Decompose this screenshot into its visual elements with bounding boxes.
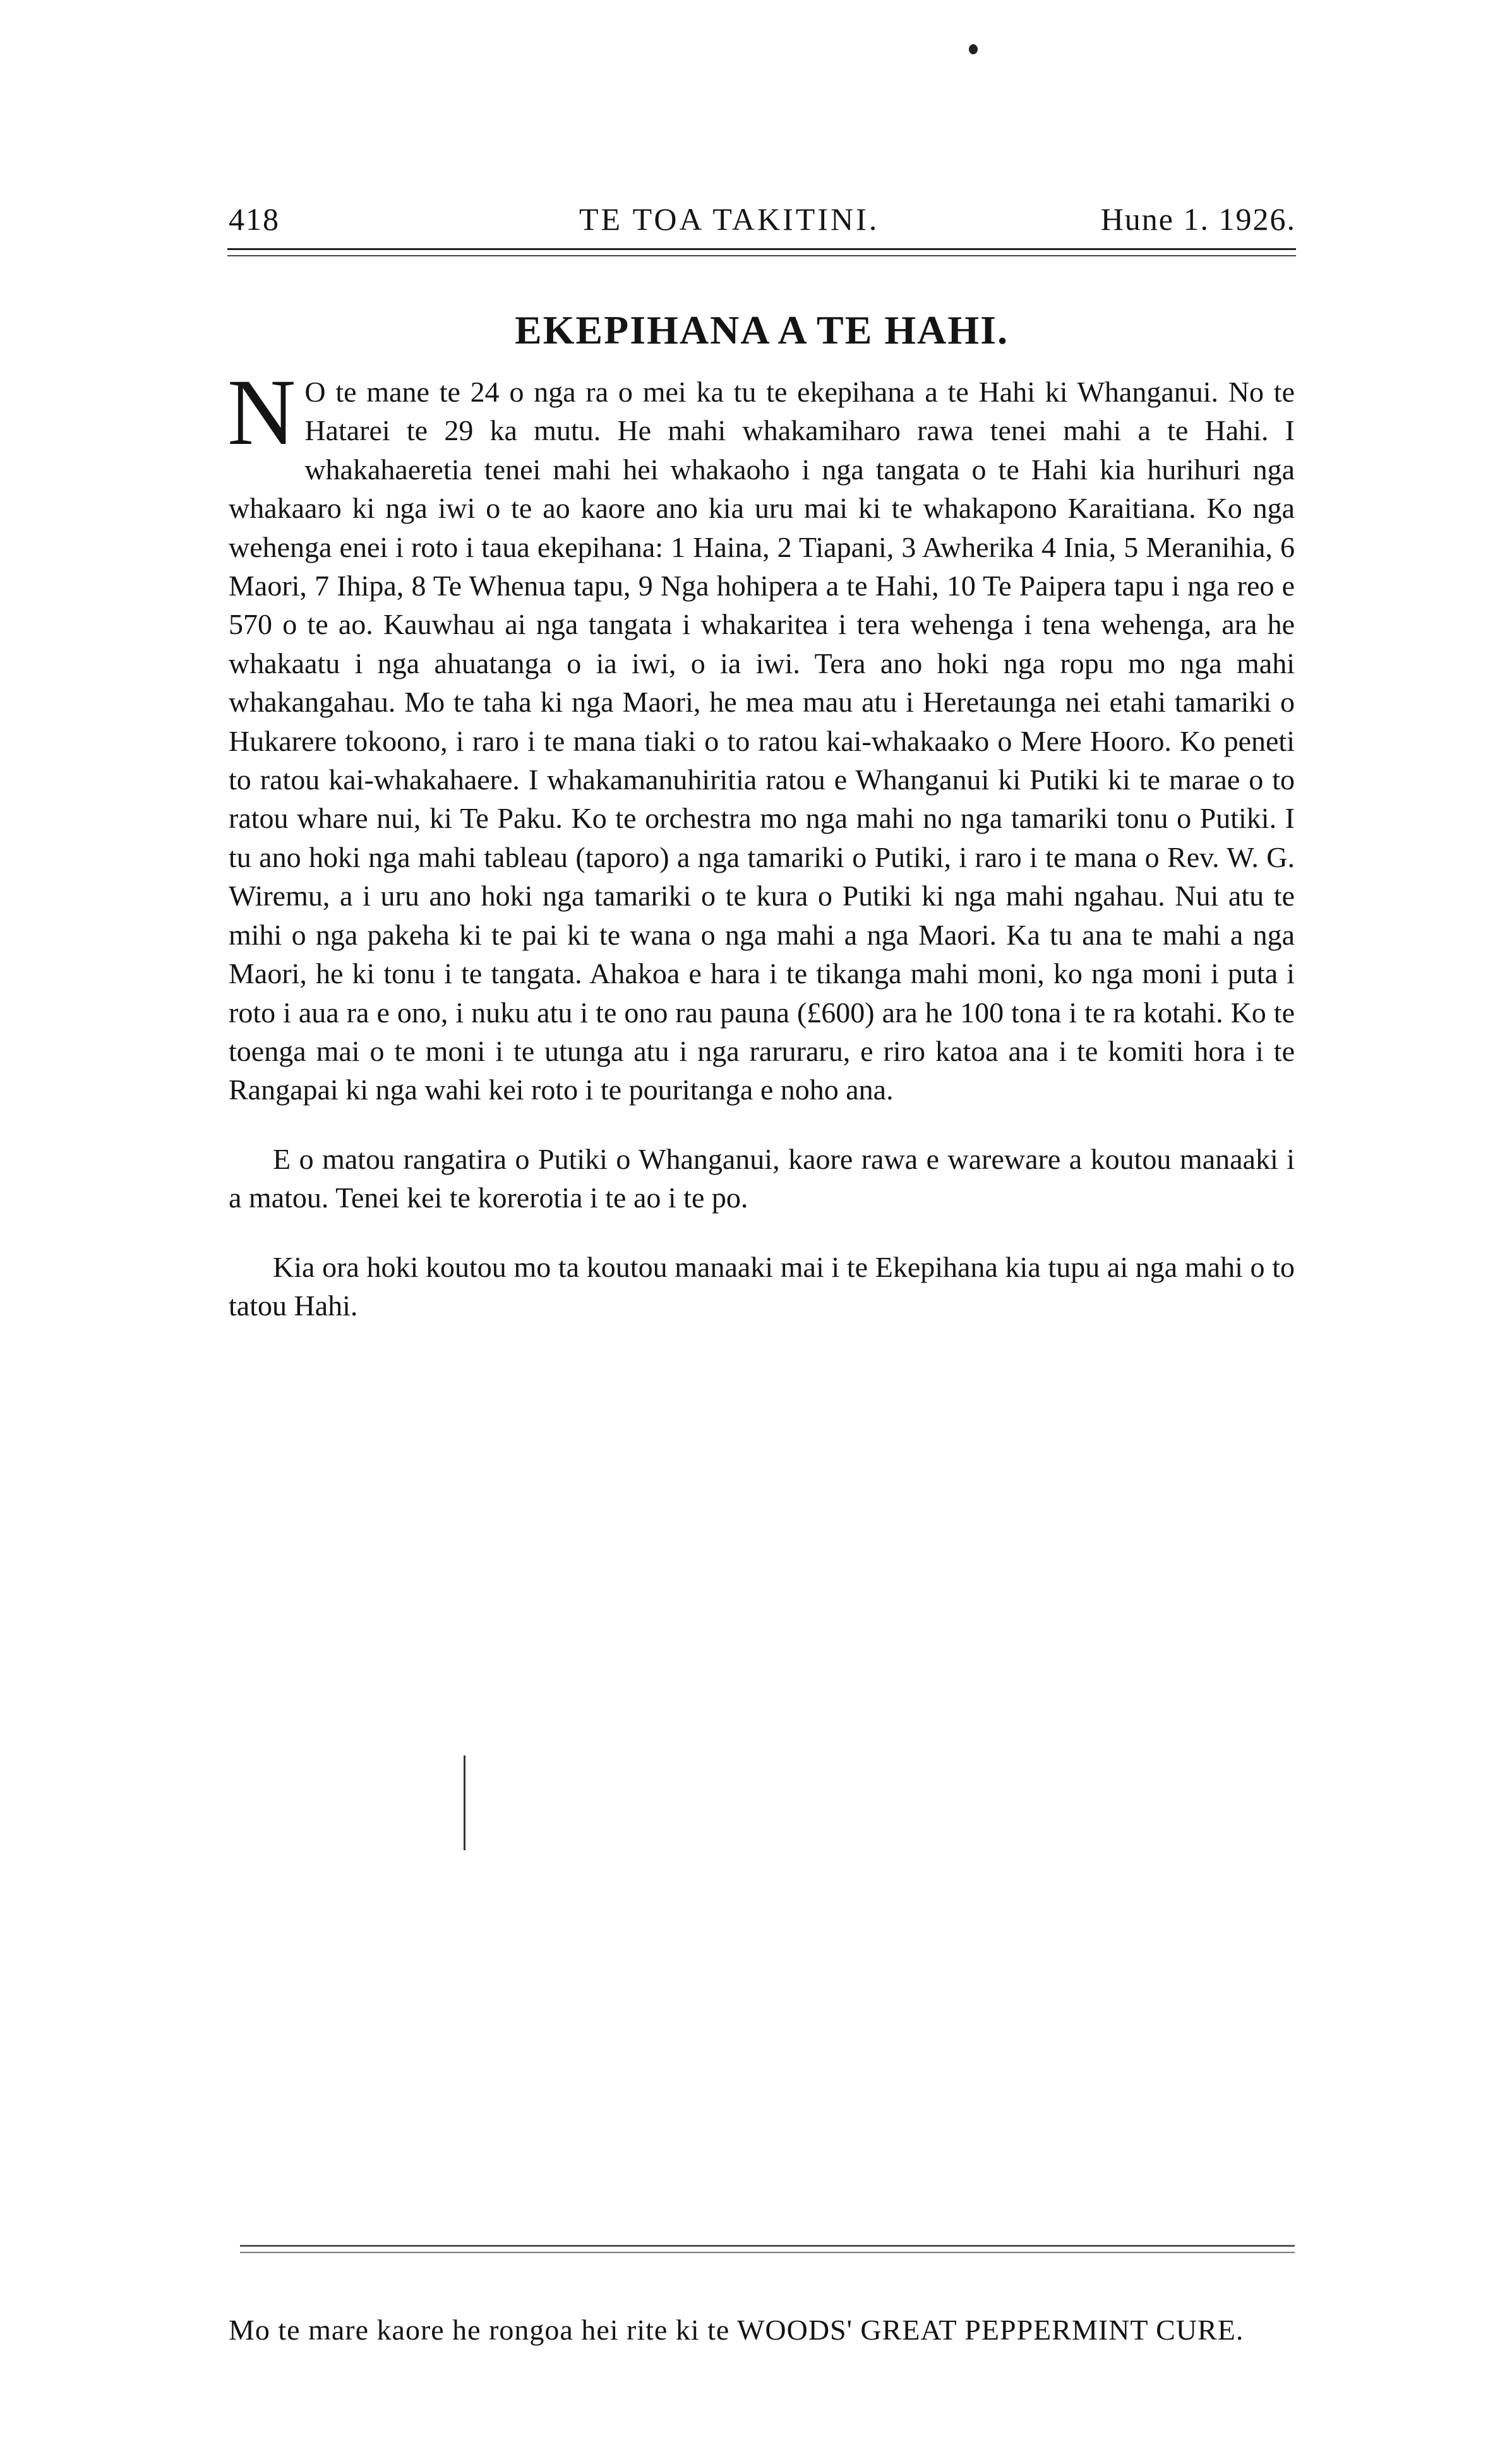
running-header [229, 201, 1296, 245]
paragraph-1 [227, 360, 1295, 1109]
advertisement: Mo te mare kaore he rongoa hei rite ki te WOODS' GREAT PEPPERMINT CURE. [229, 2314, 1244, 2346]
ink-dot [969, 44, 978, 54]
article-body [227, 360, 1295, 1325]
footer-rule-thick [240, 2245, 1295, 2247]
issue-date: Hune 1. 1926. [1100, 201, 1296, 237]
header-rule-thick [227, 248, 1296, 250]
paragraph-3: Kia ora hoki koutou mo ta koutou manaaki mai i te Ekepihana kia tupu ai nga mahi o to tatou Hahi. [229, 1250, 1295, 1322]
vertical-mark [464, 1755, 465, 1850]
footer-rule-thin [240, 2252, 1295, 2253]
paragraph-2: E o matou rangatira o Putiki o Whanganui, kaore rawa e wareware a koutou manaaki i a matou. Tenei kei te korerotia i te ao i te po. [229, 1142, 1295, 1214]
paragraph-1-text: O te mane te 24 o nga ra o mei ka tu te ekepihana a te Hahi ki Whanganui. No te Hatarei te 29 ka mutu. He mahi whakamiharo rawa tenei mahi a te Hahi. I whakahaeretia tenei mahi hei whakaoho i nga tangata o te Hahi kia hurihuri nga whakaaro ki nga iwi o te ao kaore ano kia uru mai ki te whakapono Karaitiana. Ko nga wehenga enei i roto i taua ekepihana: 1 Haina, 2 Tiapani, 3 Awherika 4 Inia, 5 Meranihia, 6 Maori, 7 Ihipa, 8 Te Whenua tapu, 9 Nga hohipera a te Hahi, 10 Te Paipera tapu i nga reo e 570 o te ao. Kauwhau ai nga tangata i whakaritea i tera wehenga i tena wehenga, ara he whakaatu i nga ahuatanga o ia iwi, o ia iwi. Tera ano hoki nga ropu mo nga mahi whakangahau. Mo te taha ki nga Maori, he mea mau atu i Heretaunga nei etahi tamariki o Hukarere tokoono, i raro i te mana tiaki o to ratou kai-whakaako o Mere Hooro. Ko peneti to ratou kai-whakahaere. I whakamanuhiritia ratou e Whanganui ki Putiki ki te marae o to ratou whare nui, ki Te Paku. Ko te orchestra mo nga mahi no nga tamariki tonu o Putiki. I tu ano hoki nga mahi tableau (taporo) a nga tamariki o Putiki, i raro i te mana o Rev. W. G. Wiremu, a i uru ano hoki nga tamariki o te kura o Putiki ki nga mahi ngahau. Nui atu te mihi o nga pakeha ki te pai ki te wana o nga mahi a nga Maori. Ka tu ana te mahi a nga Maori, he ki tonu i te tangata. Ahakoa e hara i te tikanga mahi moni, ko nga moni i puta i roto i aua ra e ono, i nuku atu i te ono rau pauna (£600) ara he 100 tona i te ra kotahi. Ko te toenga mai o te moni i te utunga atu i nga raruraru, e riro katoa ana i te komiti hora i te Rangapai ki nga wahi kei roto i te pouritanga e noho ana. [229, 376, 1295, 1106]
publication-title: TE TOA TAKITINI. [579, 201, 880, 237]
page-number: 418 [229, 201, 280, 237]
drop-cap: N [227, 360, 296, 465]
header-rule-thin [227, 255, 1296, 256]
article-title: EKEPIHANA A TE HAHI. [514, 308, 1009, 352]
